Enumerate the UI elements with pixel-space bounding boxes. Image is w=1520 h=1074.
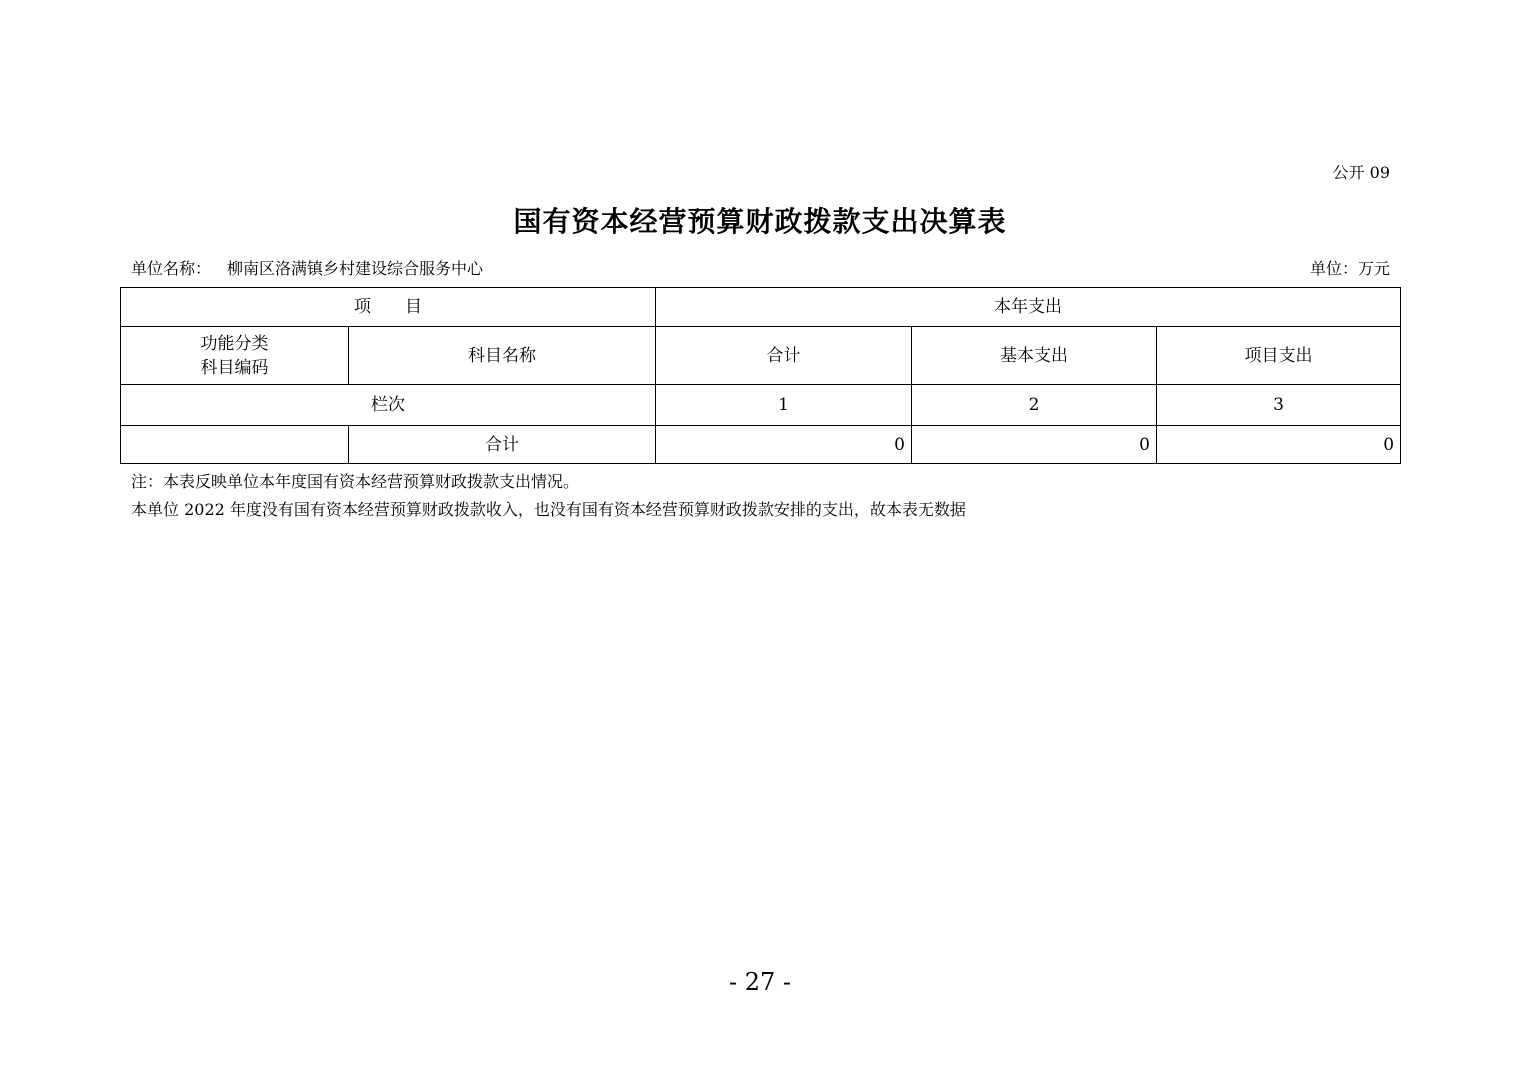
total-row-basic: 0 [912, 426, 1157, 464]
unit-name-value: 柳南区洛满镇乡村建设综合服务中心 [227, 259, 484, 278]
total-row-code [121, 426, 349, 464]
col-basic-header: 基本支出 [912, 327, 1157, 385]
unit-name-label: 单位名称： [131, 259, 212, 278]
unit-of-measure: 单位：万元 [1309, 259, 1390, 278]
document-code: 公开 09 [1332, 163, 1390, 182]
total-row-project: 0 [1157, 426, 1401, 464]
index-3: 3 [1157, 385, 1401, 426]
table-row [121, 426, 1401, 464]
table-subheader-row [121, 327, 1401, 385]
table-note: 注：本表反映单位本年度国有资本经营预算财政拨款支出情况。 [131, 472, 580, 491]
col-name-header: 科目名称 [349, 327, 656, 385]
index-2: 2 [912, 385, 1157, 426]
total-row-name: 合计 [349, 426, 656, 464]
table-index-row [121, 385, 1401, 426]
unit-name-group [131, 256, 483, 279]
index-label: 栏次 [121, 385, 656, 426]
page-title: 国有资本经营预算财政拨款支出决算表 [513, 205, 1007, 238]
col-total-header: 合计 [656, 327, 912, 385]
total-row-total: 0 [656, 426, 912, 464]
col-code-header: 功能分类 科目编码 [121, 327, 349, 385]
page-number: - 27 - [728, 968, 791, 996]
header-current-year: 本年支出 [656, 288, 1401, 327]
table-header-row [121, 288, 1401, 327]
index-1: 1 [656, 385, 912, 426]
col-project-header: 项目支出 [1157, 327, 1401, 385]
header-item: 项 目 [121, 288, 656, 327]
no-data-note: 本单位 2022 年度没有国有资本经营预算财政拨款收入，也没有国有资本经营预算财政拨款安排的支出，故本表无数据 [131, 500, 966, 519]
expenditure-table [120, 287, 1401, 464]
